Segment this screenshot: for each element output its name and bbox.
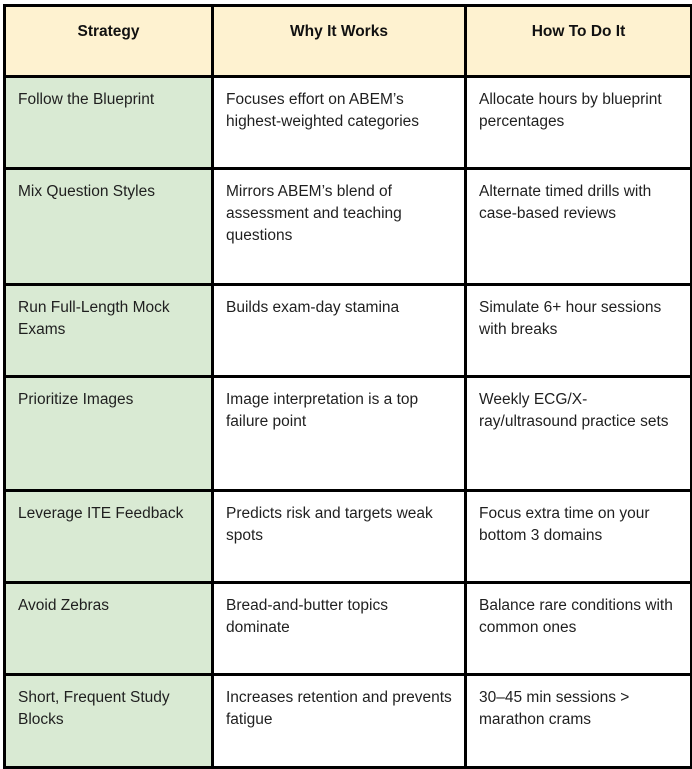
why-cell: Builds exam-day stamina [213, 285, 466, 377]
why-cell: Focuses effort on ABEM’s highest-weighted categories [213, 77, 466, 169]
header-how-to-do-it: How To Do It [466, 6, 692, 77]
table-row [5, 583, 692, 675]
table-row [5, 377, 692, 491]
strategy-cell: Short, Frequent Study Blocks [5, 675, 213, 768]
how-cell: 30–45 min sessions > marathon crams [466, 675, 692, 768]
how-cell: Alternate timed drills with case-based reviews [466, 169, 692, 285]
how-cell: Balance rare conditions with common ones [466, 583, 692, 675]
why-cell: Bread-and-butter topics dominate [213, 583, 466, 675]
why-cell: Image interpretation is a top failure point [213, 377, 466, 491]
why-cell: Mirrors ABEM’s blend of assessment and teaching questions [213, 169, 466, 285]
how-cell: Focus extra time on your bottom 3 domains [466, 491, 692, 583]
table-row [5, 491, 692, 583]
strategy-cell: Leverage ITE Feedback [5, 491, 213, 583]
strategy-table [3, 4, 692, 769]
table-row [5, 675, 692, 768]
table-row [5, 285, 692, 377]
why-cell: Increases retention and prevents fatigue [213, 675, 466, 768]
header-strategy: Strategy [5, 6, 213, 77]
header-why-it-works: Why It Works [213, 6, 466, 77]
how-cell: Allocate hours by blueprint percentages [466, 77, 692, 169]
how-cell: Weekly ECG/X-ray/ultrasound practice sets [466, 377, 692, 491]
strategy-cell: Follow the Blueprint [5, 77, 213, 169]
strategy-cell: Prioritize Images [5, 377, 213, 491]
why-cell: Predicts risk and targets weak spots [213, 491, 466, 583]
table-row [5, 169, 692, 285]
strategy-cell: Mix Question Styles [5, 169, 213, 285]
how-cell: Simulate 6+ hour sessions with breaks [466, 285, 692, 377]
strategy-cell: Run Full-Length Mock Exams [5, 285, 213, 377]
table-row [5, 77, 692, 169]
header-row [5, 6, 692, 77]
strategy-cell: Avoid Zebras [5, 583, 213, 675]
